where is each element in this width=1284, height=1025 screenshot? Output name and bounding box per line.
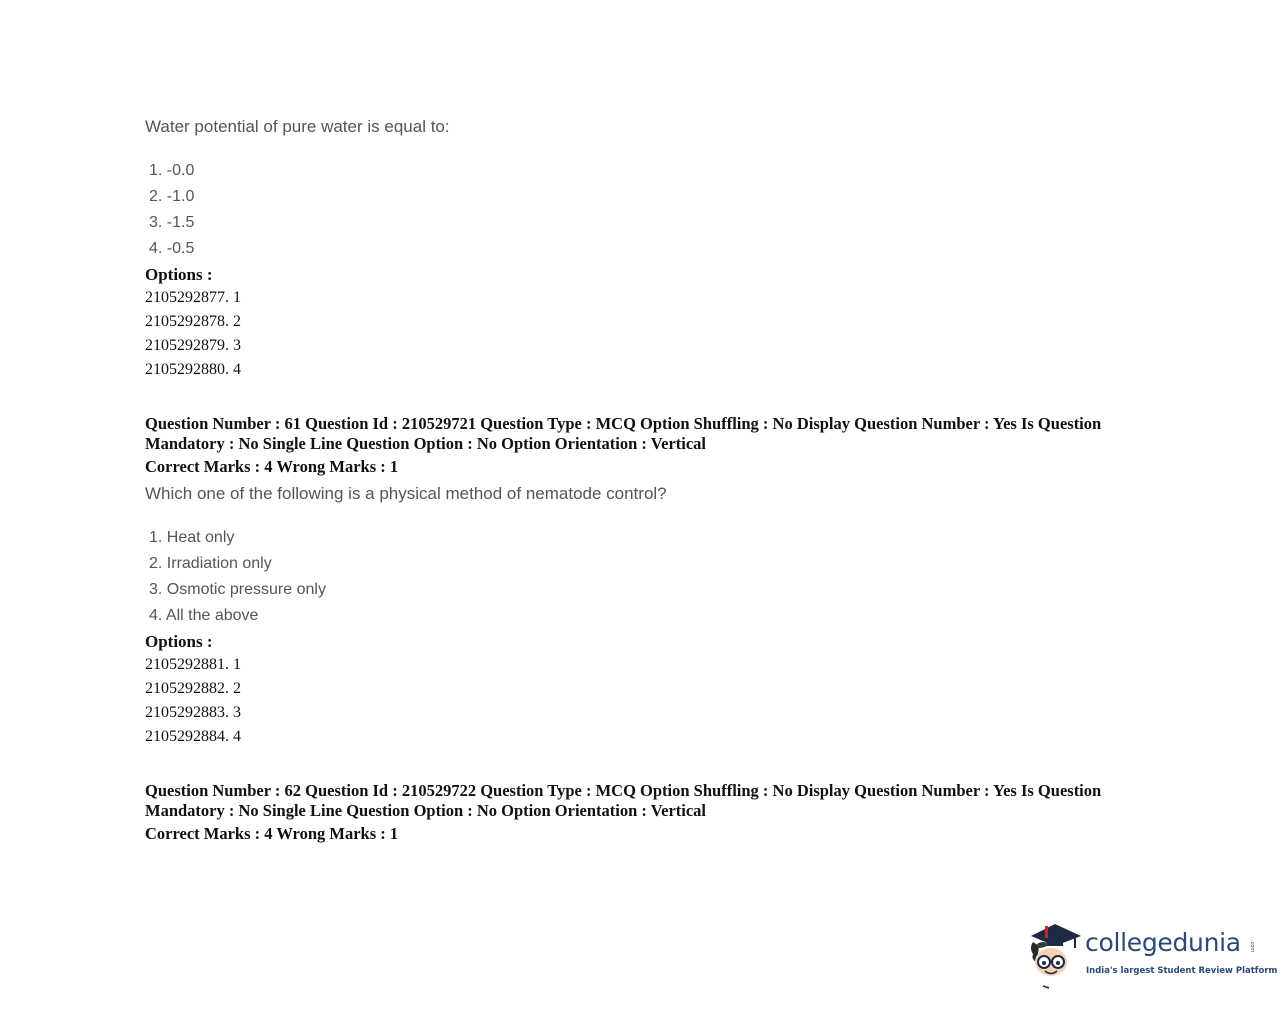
question-60-text: Water potential of pure water is equal to:: [145, 117, 450, 136]
choice-item: 2. Irradiation only: [149, 555, 272, 572]
brand-suffix: .com: [1249, 940, 1255, 953]
brand-tagline: India's largest Student Review Platform: [1086, 966, 1278, 976]
question-61-marks: Correct Marks : 4 Wrong Marks : 1: [145, 457, 399, 476]
choice-item: 3. -1.5: [149, 214, 195, 231]
choice-item: 2. -1.0: [149, 188, 195, 205]
options-heading: Options :: [145, 632, 213, 651]
collegedunia-logo: [1025, 918, 1278, 990]
question-62-meta: Question Number : 62 Question Id : 210529722 Question Type : MCQ Option Shuffling : No Display Question Number : Yes Is Question Mandatory : No Single Line Question Option : No Option Orientation : Vertical: [145, 781, 1102, 820]
question-61-meta: Question Number : 61 Question Id : 210529721 Question Type : MCQ Option Shuffling : No Display Question Number : Yes Is Question Mandatory : No Single Line Question Option : No Option Orientation : Vertical: [145, 414, 1102, 453]
option-id: 2105292880. 4: [145, 361, 241, 378]
choice-item: 3. Osmotic pressure only: [149, 581, 326, 598]
question-60-option-ids: [145, 286, 241, 382]
choice-item: 4. All the above: [149, 607, 259, 624]
question-60-choices: [149, 158, 194, 262]
question-61-choices: [149, 525, 326, 629]
choice-item: 4. -0.5: [149, 240, 195, 257]
option-id: 2105292881. 1: [145, 656, 241, 673]
option-id: 2105292884. 4: [145, 728, 241, 745]
option-id: 2105292883. 3: [145, 704, 241, 721]
choice-item: 1. Heat only: [149, 529, 235, 546]
brand-name: collegedunia: [1085, 928, 1241, 957]
option-id: 2105292879. 3: [145, 337, 241, 354]
question-62-marks: Correct Marks : 4 Wrong Marks : 1: [145, 824, 399, 843]
question-61-option-ids: [145, 653, 241, 749]
option-id: 2105292882. 2: [145, 680, 241, 697]
option-id: 2105292878. 2: [145, 313, 241, 330]
question-61-text: Which one of the following is a physical method of nematode control?: [145, 484, 667, 503]
mascot-icon: [1025, 918, 1085, 990]
choice-item: 1. -0.0: [149, 162, 195, 179]
options-heading: Options :: [145, 265, 213, 284]
option-id: 2105292877. 1: [145, 289, 241, 306]
